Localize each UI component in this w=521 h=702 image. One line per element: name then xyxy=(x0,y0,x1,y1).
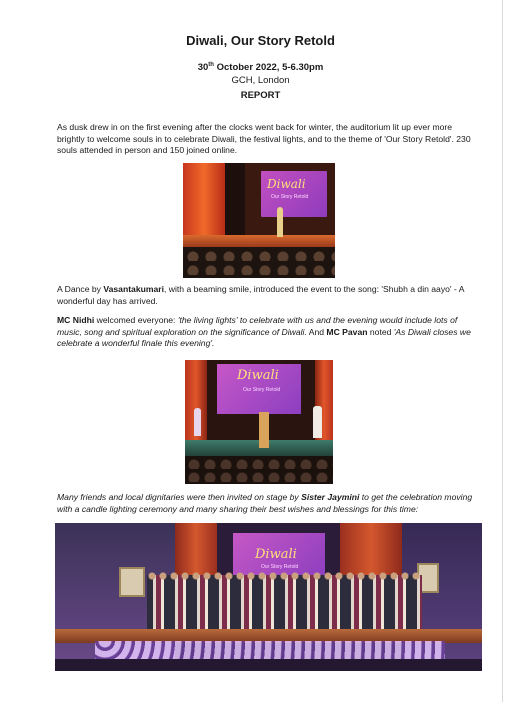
screen-title: Diwali xyxy=(267,177,306,191)
report-label: REPORT xyxy=(240,90,281,101)
intro-paragraph: As dusk drew in on the first evening after the clocks went back for winter, the auditorium lit up ever more brightly to welcome souls in to celebrate Diwali, the festival lights, and to the theme of 'Our Story Retold'. 230 souls attended in person and 150 joined online. xyxy=(57,122,471,156)
date-day: 30 xyxy=(197,62,209,74)
audience xyxy=(183,247,335,278)
event-date xyxy=(0,62,521,73)
group-stage-photo xyxy=(55,523,482,671)
podium xyxy=(259,412,269,448)
screen-title: Diwali xyxy=(237,368,279,383)
group-of-guests xyxy=(147,575,422,631)
dancer-name: Vasantakumari xyxy=(103,284,165,294)
dancer xyxy=(277,207,283,237)
dance-photo xyxy=(183,163,335,278)
screen-title: Diwali xyxy=(255,547,297,562)
portrait-frame xyxy=(119,567,145,597)
audience xyxy=(185,456,333,484)
sister-jaymini-name: Sister Jaymini xyxy=(301,492,360,502)
document-title: Diwali, Our Story Retold xyxy=(186,33,335,48)
mc-nidhi-name: MC Nidhi xyxy=(57,315,95,325)
event-venue: GCH, London xyxy=(231,75,290,86)
mc-photo xyxy=(185,360,333,484)
presenter xyxy=(194,408,201,436)
flower-garland xyxy=(95,641,445,661)
mc-paragraph: MC Nidhi welcomed everyone: 'the living lights' to celebrate with us and the evening would include lots of music, song and spiritual exploration on the significance of Diwali. And MC Pavan noted 'As Diwali closes we celebrate a wonderful finale this evening'. xyxy=(57,315,471,349)
date-suffix: th xyxy=(208,62,214,68)
mc-pavan-quote: 'As Diwali closes we celebrate a wonderful finale this evening'. xyxy=(57,326,471,349)
mc-nidhi-quote: 'the living lights' to celebrate with us and the evening would include lots of music, song and spiritual exploration on the significance of Diwali. xyxy=(57,315,458,337)
mc-pavan-name: MC Pavan xyxy=(326,326,368,337)
screen-subtitle: Our Story Retold xyxy=(271,194,309,200)
presenter xyxy=(313,406,322,438)
dance-paragraph: A Dance by Vasantakumari, with a beaming smile, introduced the event to the song: 'Shubh a din aayo' - A wonderful day has arrived. xyxy=(57,284,464,306)
screen-subtitle: Our Story Retold xyxy=(243,387,281,393)
screen-subtitle: Our Story Retold xyxy=(261,564,299,570)
dignitaries-paragraph: Many friends and local dignitaries were then invited on stage by Sister Jaymini to get the celebration moving with a candle lighting ceremony and many sharing their best wishes and blessings for this time: xyxy=(57,492,473,514)
date-rest: October 2022, 5-6.30pm xyxy=(213,62,324,74)
